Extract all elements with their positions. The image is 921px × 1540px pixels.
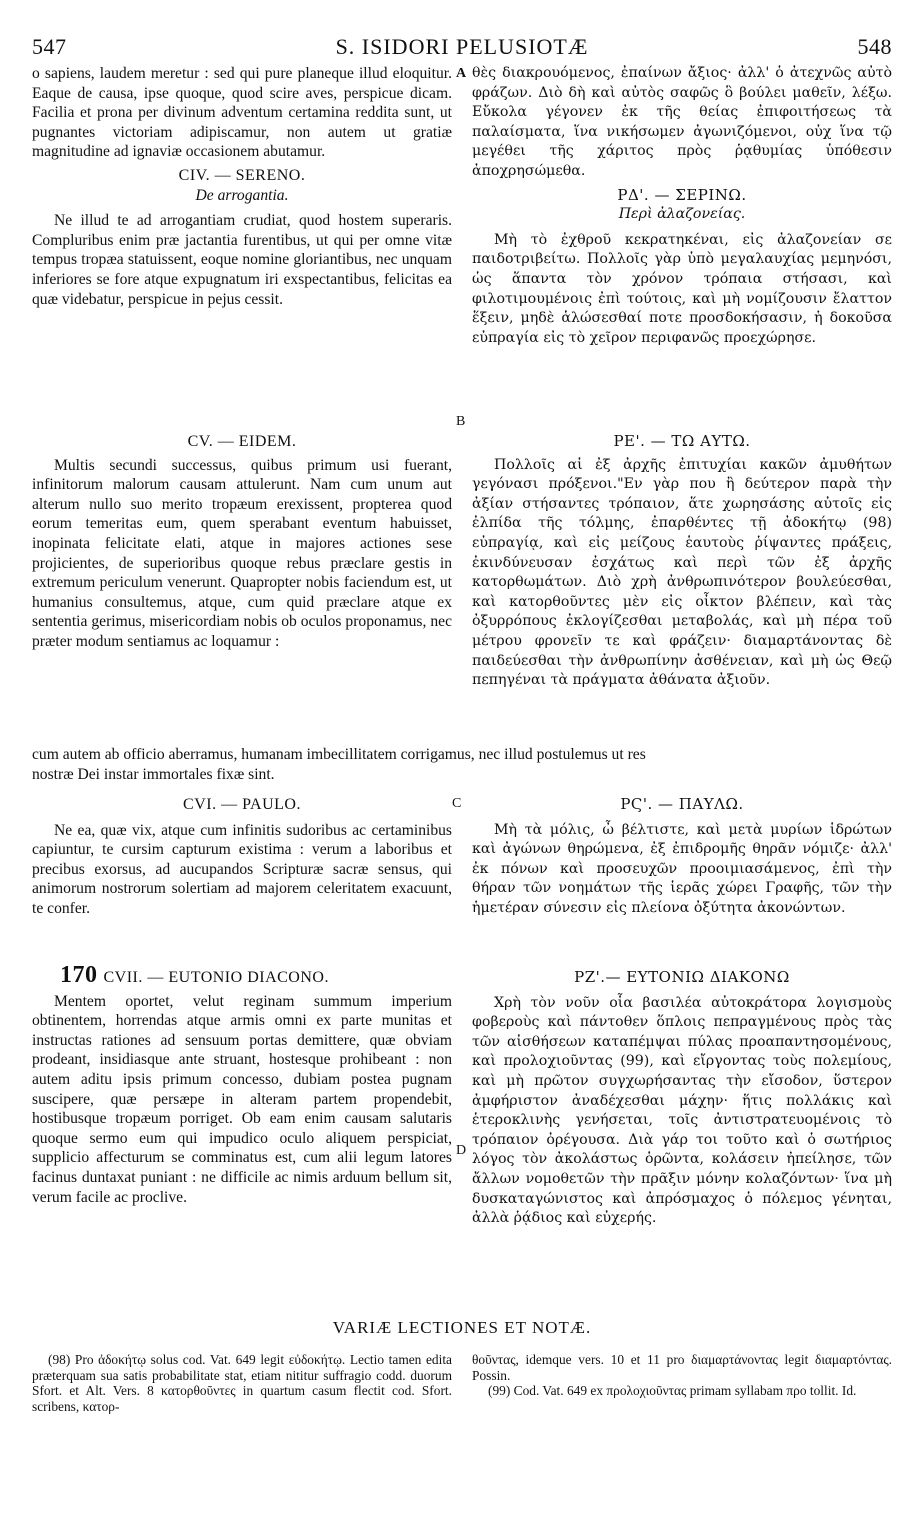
note-98: (98) Pro ἀδοκήτῳ solus cod. Vat. 649 legit εὐδοκήτῳ. Lectio tamen edita præterquam sua satis probabilitate stat, etiam nititur suffragio codd. duorum Sfort. et Alt. Vers. 8 κατορθοῦντες in quartum casum flectit cod. Sfort. scribens, κατορ-: [32, 1352, 452, 1414]
latin-title-104: CIV. — SERENO.: [178, 166, 306, 184]
latin-full-line-2: nostræ Dei instar immortales fixæ sint.: [32, 766, 275, 783]
margin-marker-d: D: [456, 1143, 467, 1158]
latin-column-upper: [32, 64, 452, 309]
greek-column-107: [472, 966, 892, 1229]
notes-left: [32, 1352, 452, 1414]
notes-title: VARIÆ LECTIONES ET NOTÆ.: [332, 1318, 592, 1337]
latin-title-107: CVII. — EUTONIO DIACONO.: [103, 969, 329, 986]
latin-title-105: CV. — EIDEM.: [187, 433, 297, 450]
latin-intro: o sapiens, laudem meretur : sed qui pure planeque illud eloquitur. Eaque de causa, ipse quoque, quod scire aves, perspicue dicam. Facilia et prona per divinum adventum certamina reddita sunt, ut pugnantes victoriam adipiscamur, non autem ut gratiæ magnitudine ad ignaviæ occasionem abutamur.: [32, 65, 452, 161]
greek-intro: θὲς διακρουόμενος, ἐπαίνων ἄξιος· ἀλλ' ὁ ἀτεχνῶς αὐτὸ φράζων. Διὸ δὴ καὶ αὐτὸς σαφῶς ὃ βούλει μαθεῖν, λέξω. Εὔκολα γέγονεν ἐκ τῆς θείας ἐπιφοιτήσεως τὰ παλαίσματα, ἵνα νικήσωμεν ἀγωνιζόμενοι, οὐχ ἵνα τῷ μεγέθει τῆς χάριτος πρὸς ῥᾳθυμίας ὑπόθεσιν ἀποχρησώμεθα.: [472, 65, 892, 179]
column-number-170: 170: [60, 962, 98, 988]
latin-text-105: Multis secundi successus, quibus primum usi fuerant, infinitorum malorum causam attulerunt. Nam cum unum aut alterum nullo suo merito tropæum erexissent, propterea quod eorum temeritas eum, quem sperabant eventum habuisset, inopinata felicitate elati, atque in majores actiones sese projicientes, de superioribus quoque rebus præclare gestis in extremum periculum venerunt. Quapropter nobis faciendum est, ut humanius consultemus, atque, cum quid præclare atque ex sententia gerimus, misericordiam nobis ob oculos proponamus, nec præter modum sentiamus ac loquamur :: [32, 456, 452, 650]
greek-column-106: [472, 793, 892, 919]
latin-subtitle-104: De arrogantia.: [195, 186, 289, 204]
margin-marker-a: A: [456, 66, 467, 81]
notes-right: [472, 1352, 892, 1399]
greek-title-104: ΡΔ'. — ΣΕΡΙΝΩ.: [617, 185, 747, 204]
latin-full-line-1: cum autem ab officio aberramus, humanam imbecillitatem corrigamus, nec illud postulemus ut res: [32, 746, 646, 763]
latin-title-106: CVI. — PAULO.: [183, 796, 301, 813]
greek-text-104: Μὴ τὸ ἐχθροῦ κεκρατηκέναι, εἰς ἀλαζονείαν σε παιδοτριβείτω. Πολλοῖς γὰρ ὑπὸ μεγαλαυχίας μεμηνόσι, ὡς ἅπαντα τὸν χρόνον τρόπαια στήσασι, καὶ φιλοτιμουμένοις ἐπὶ τούτοις, καὶ μὴ νομίζουσιν ἔλαττον ἕξειν, μηδὲ ἁλώσεσθαί ποτε προσδοκήσασιν, ἡ δοκοῦσα εὐπραγία εἰς τὸ χεῖρον περιφανῶς προεχώρησε.: [472, 231, 892, 346]
note-98-continued: θοῦντας, idemque vers. 10 et 11 pro διαμαρτάνοντας legit διαμαρτόντας. Possin.: [472, 1352, 892, 1383]
note-99: (99) Cod. Vat. 649 ex προλοχιοῦντας primam syllabam προ tollit. Id.: [488, 1383, 857, 1398]
greek-title-105: ΡΕ'. — ΤΩ ΑΥΤΩ.: [613, 432, 751, 450]
greek-subtitle-104: Περὶ ἀλαζονείας.: [618, 206, 746, 223]
greek-column-105: [472, 430, 892, 691]
greek-title-107: ΡΖ'.— ΕΥΤΟΝΙΩ ΔΙΑΚΟΝΩ: [574, 968, 790, 986]
margin-marker-b: B: [456, 414, 466, 429]
page-header: [32, 34, 892, 60]
latin-text-106: Ne ea, quæ vix, atque cum infinitis sudoribus ac certaminibus capiuntur, te cursim capturum existima : verum a laboribus et precibus exorsus, ad aucupandos Scripturæ sacræ sensus, qui animorum nostrorum solertiam ad majorem celeritatem exacuunt, te confer.: [32, 821, 452, 917]
margin-marker-c: C: [452, 796, 462, 811]
latin-title-107-line: [32, 962, 452, 988]
page-number-right: 548: [857, 34, 892, 59]
greek-column-upper: [472, 64, 892, 348]
greek-title-106: ΡϚ'. — ΠΑΥΛΩ.: [620, 795, 744, 813]
greek-text-105: Πολλοῖς αἱ ἐξ ἀρχῆς ἐπιτυχίαι κακῶν ἀμυθήτων γεγόνασι πρόξενοι."Εν γὰρ που ἢ δεύτερον παρὰ τὴν ἀξίαν στήσαντες τρόπαιον, ἅτε χωρησάσης αὐτοῖς εἰς ἐλπίδα τῆς τόλμης, ἐπαρθέντες τῇ ἀδοκήτῳ (98) εὐπραγίᾳ, καὶ εἰς μείζους ἑαυτοὺς ῥίψαντες πράξεις, ἐκινδύνευσαν ἐσχάτως καὶ περὶ τῶν ἐξ ἀρχῆς κατορθωμάτων. Διὸ χρὴ ἀνθρωπινότερον βουλεύεσθαι, καὶ κατορθοῦντες μὲν εἰς οἶκτον βλέπειν, καὶ τὰς ὀξυρρόπους ἐκλογίζεσθαι μεταβολάς, καὶ μὴ πέρα τοῦ μέτρου φρονεῖν τε καὶ φράζειν· διαμαρτάνοντας δὲ παιδεύεσθαι τὴν ἀνθρωπίνην ἀσθένειαν, καὶ μὴ ὡς Θεῷ πεπηγέναι τὰ πράγματα ἀθάνατα ἀξιοῦν.: [472, 456, 892, 689]
latin-text-104: Ne illud te ad arrogantiam crudiat, quod hostem superaris. Compluribus enim præ jactantia furentibus, ut qui per omne vitæ tempus tropæa statuissent, eoque nomine gloriantibus, nec unquam inferiores se fore atque expugnatum iri exspectantibus, felicitas ea quæ videbatur, perspicue in pejus cessit.: [32, 212, 452, 308]
greek-text-106: Μὴ τὰ μόλις, ὦ βέλτιστε, καὶ μετὰ μυρίων ἱδρώτων καὶ ἀγώνων θηρώμενα, ἐξ ἐπιδρομῆς θηρᾶν νόμιζε· ἀλλ' ἐκ πόνων καὶ προσευχῶν προοιμιασάμενος, ἐπὶ τὴν θήραν τῶν νοημάτων τῆς ἱερᾶς χώρει Γραφῆς, τῶν τὴν ἡμετέραν σύνεσιν εἰς πλείονα ὀξύτητα ἀκονώντων.: [472, 821, 892, 916]
latin-text-107: Mentem oportet, velut reginam summum imperium obtinentem, horrendas atque armis omni ex parte munitas et instructas rationes ad sensuum portas demittere, quæ obviam prodeant, insidiasque ante struant, hostesque prohibeant : non autem aditu ipsis primum concesso, dubiam postea pugnam suscipere, quæ persæpe in alteram partem propendebit, hostibusque tropæum porriget. Ob eam enim causam salutaris quoque sermo eum qui impudico oculo aliquem perspiciat, supplicio affecturum se comminatus est, cum alii legum latores facinus duntaxat puniant : ne difficile ac nimis arduum bellum sit, verum facile ac proclive.: [32, 992, 452, 1206]
latin-column-107: [32, 964, 452, 1207]
greek-text-107: Χρὴ τὸν νοῦν οἷα βασιλέα αὐτοκράτορα λογισμοὺς φοβεροὺς καὶ πάντοθεν ὅπλοις πεπραγμένους πρὸς τὰς τῶν αἰσθήσεων καταπέμψαι πύλας προαπαντησομένους, καὶ προλοχιοῦντας (99), καὶ εἴργοντας τοὺς πολεμίους, καὶ μὴ πρῶτον συγχωρήσαντας τὴν εἴσοδον, ὕστερον ἀμφήριστον ἀναδέχεσθαι μάχην· ἥτις πολλάκις καὶ ἑτεροκλινὴς γενήσεται, τοῖς ἀντιστρατευομένοις τὸ τρόπαιον ὀρέγουσα. Διὰ γάρ τοι τοῦτο καὶ ὁ σωτήριος λόγος τὸν ἀκολάστως ὁρῶντα, κολάσειν ἠπείλησε, τῶν ἄλλων νομοθετῶν τὴν πρᾶξιν μόνην κολαζόντων· ἵνα μὴ δυσκαταγώνιστος καὶ ἀπρόσμαχος ὁ πόλεμος γένηται, ἀλλὰ ῥᾴδιος καὶ εὐχερής.: [472, 994, 892, 1227]
latin-column-106: [32, 793, 452, 919]
page-number-left: 547: [32, 34, 67, 59]
latin-column-105: [32, 430, 452, 652]
running-head: S. ISIDORI PELUSIOTÆ: [335, 34, 589, 59]
